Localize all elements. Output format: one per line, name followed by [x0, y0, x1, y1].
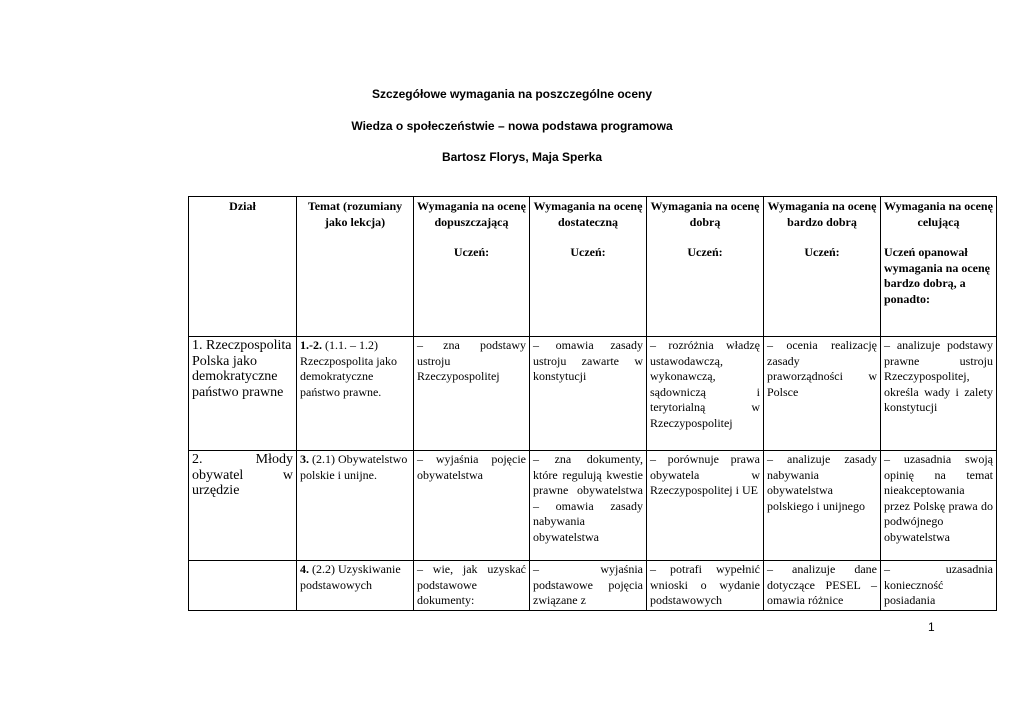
- cell-dostateczna: – zna dokumenty, które regulują kwestie prawne obywatelstwa – omawia zasady nabywania obywatelstwa: [530, 451, 647, 561]
- column-header-temat: Temat (rozumiany jako lekcja): [297, 197, 414, 337]
- cell-dzial: 1. Rzeczpospolita Polska jako demokratyczne państwo prawne: [189, 337, 297, 451]
- cell-temat: 1.-2. (1.1. – 1.2) Rzeczpospolita jako demokratyczne państwo prawne.: [297, 337, 414, 451]
- table-row: [189, 337, 997, 451]
- document-subtitle: Wiedza o społeczeństwie – nowa podstawa programowa: [351, 119, 673, 133]
- column-header-dostateczna: Wymagania na ocenę dostateczną Uczeń:: [530, 197, 647, 337]
- table-row: [189, 451, 997, 561]
- cell-bardzo-dobra: – ocenia realizację zasady praworządności w Polsce: [764, 337, 881, 451]
- requirements-table: [188, 196, 997, 611]
- cell-celujaca: – uzasadnia swoją opinię na temat nieakceptowania przez Polskę prawa do podwójnego obywatelstwa: [881, 451, 997, 561]
- column-header-dobra: Wymagania na ocenę dobrą Uczeń:: [647, 197, 764, 337]
- cell-temat: 3. (2.1) Obywatelstwo polskie i unijne.: [297, 451, 414, 561]
- cell-dzial: 2. Młody obywatel w urzędzie: [189, 451, 297, 561]
- column-header-dopuszczajaca: Wymagania na ocenę dopuszczającą Uczeń:: [414, 197, 530, 337]
- cell-dobra: – potrafi wypełnić wnioski o wydanie podstawowych: [647, 561, 764, 611]
- document-authors: Bartosz Florys, Maja Sperka: [441, 150, 603, 164]
- page-number: 1: [928, 620, 935, 634]
- cell-dopuszczajaca: – wie, jak uzyskać podstawowe dokumenty:: [414, 561, 530, 611]
- table-row: [189, 561, 997, 611]
- cell-dobra: – porównuje prawa obywatela w Rzeczypospolitej i UE: [647, 451, 764, 561]
- cell-bardzo-dobra: – analizuje zasady nabywania obywatelstwa polskiego i unijnego: [764, 451, 881, 561]
- document-title: Szczegółowe wymagania na poszczególne oceny: [371, 87, 653, 101]
- cell-dopuszczajaca: – zna podstawy ustroju Rzeczypospolitej: [414, 337, 530, 451]
- cell-dostateczna: – wyjaśnia podstawowe pojęcia związane z: [530, 561, 647, 611]
- column-header-celujaca: Wymagania na ocenę celującą Uczeń opanował wymagania na ocenę bardzo dobrą, a ponadto:: [881, 197, 997, 337]
- cell-dostateczna: – omawia zasady ustroju zawarte w konstytucji: [530, 337, 647, 451]
- column-header-bardzo-dobra: Wymagania na ocenę bardzo dobrą Uczeń:: [764, 197, 881, 337]
- cell-bardzo-dobra: – analizuje dane dotyczące PESEL – omawia różnice: [764, 561, 881, 611]
- cell-dobra: – rozróżnia władzę ustawodawczą, wykonawczą, sądowniczą i terytorialną w Rzeczypospolitej: [647, 337, 764, 451]
- cell-celujaca: – uzasadnia konieczność posiadania: [881, 561, 997, 611]
- cell-celujaca: – analizuje podstawy prawne ustroju Rzeczypospolitej, określa wady i zalety konstytucji: [881, 337, 997, 451]
- cell-dopuszczajaca: – wyjaśnia pojęcie obywatelstwa: [414, 451, 530, 561]
- cell-temat: 4. (2.2) Uzyskiwanie podstawowych: [297, 561, 414, 611]
- column-header-dzial: Dział: [189, 197, 297, 337]
- table-header-row: [189, 197, 997, 337]
- cell-dzial: [189, 561, 297, 611]
